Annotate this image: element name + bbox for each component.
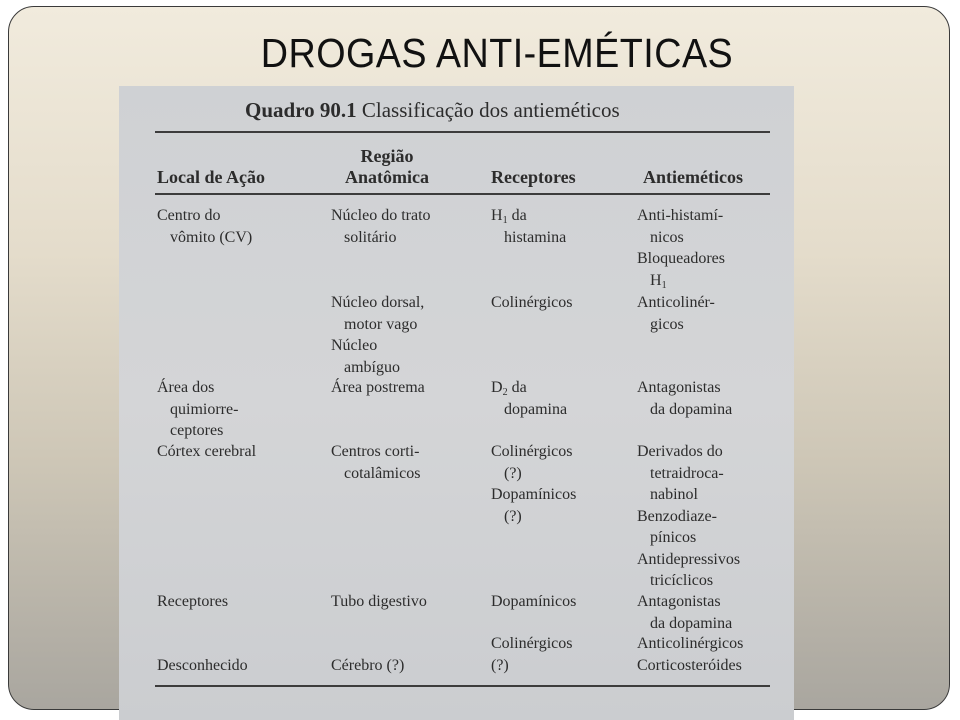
text-line: Antagonistas	[637, 593, 721, 610]
top-rule	[155, 131, 770, 133]
text-line: solitário	[344, 228, 397, 246]
text-line: (?)	[504, 464, 522, 482]
text-part: H	[491, 207, 503, 224]
text-line: Colinérgicos	[491, 635, 573, 652]
table-caption-text: Classificação dos antieméticos	[356, 98, 620, 122]
text-line: da dopamina	[650, 400, 733, 418]
cell-anti-desconhecido	[637, 633, 743, 676]
cell-regiao-cv-a	[331, 205, 431, 248]
cell-local-cortex: Córtex cerebral	[157, 443, 257, 460]
text-part: da	[507, 207, 527, 224]
cell-receptor-desconhecido	[491, 633, 572, 676]
cell-anti-cv-a	[637, 205, 725, 291]
text-line: da dopamina	[650, 614, 733, 632]
text-line: Antagonistas	[637, 379, 721, 396]
header-regiao-line2: Anatômica	[345, 167, 429, 187]
subscript: 1	[502, 215, 508, 226]
cell-receptor-cv-a	[491, 205, 566, 248]
cell-regiao-desconhecido: Cérebro (?)	[331, 657, 405, 674]
text-line: Bloqueadores	[637, 250, 725, 267]
text-line: Derivados do	[637, 443, 723, 460]
text-line: nabinol	[650, 486, 698, 503]
subscript: 2	[502, 387, 508, 398]
cell-anti-receptores	[637, 591, 732, 634]
text-line: (?)	[504, 507, 522, 525]
text-line: Centros corti-	[331, 443, 420, 460]
cell-receptor-cortex	[491, 441, 576, 527]
text-line: vômito (CV)	[170, 228, 253, 246]
text-line: Núcleo dorsal,	[331, 294, 425, 311]
header-receptores: Receptores	[491, 167, 576, 187]
text-line: Núcleo do trato	[331, 207, 431, 224]
text-line: Anticolinérgicos	[637, 635, 744, 652]
header-regiao-line1: Região	[360, 146, 414, 166]
text-line	[491, 205, 566, 227]
table-scan	[119, 86, 794, 720]
text-line: nicos	[650, 228, 684, 246]
text-line: Antidepressivos	[637, 550, 741, 568]
cell-regiao-cortex	[331, 441, 420, 484]
text-line: Anti-histamí-	[637, 207, 724, 224]
text-part: H	[650, 271, 662, 289]
text-line: Núcleo	[331, 337, 378, 354]
text-line: cotalâmicos	[344, 464, 421, 482]
cell-anti-cv-b	[637, 292, 715, 335]
header-regiao-anatomica	[325, 146, 449, 188]
header-local-de-acao: Local de Ação	[157, 167, 265, 187]
header-antiemeticos: Antieméticos	[643, 167, 743, 187]
cell-receptor-quimio	[491, 377, 567, 420]
text-line: quimiorre-	[170, 400, 239, 418]
text-line: (?)	[491, 656, 509, 674]
bottom-rule	[155, 685, 770, 687]
text-line: Dopamínicos	[491, 486, 577, 503]
cell-local-quimio	[157, 377, 238, 442]
cell-local-receptores: Receptores	[157, 593, 229, 610]
text-line: ambíguo	[344, 358, 400, 376]
text-line: dopamina	[504, 400, 568, 418]
text-line: Anticolinér-	[637, 294, 715, 311]
text-line: Benzodiaze-	[637, 507, 717, 525]
text-line: histamina	[504, 228, 567, 246]
cell-regiao-quimio: Área postrema	[331, 379, 425, 396]
table-caption-number: Quadro 90.1	[245, 98, 357, 122]
text-line: motor vago	[344, 315, 418, 333]
cell-local-desconhecido: Desconhecido	[157, 657, 248, 674]
table-caption	[245, 98, 620, 123]
header-rule	[155, 193, 770, 195]
text-line: Corticosteróides	[637, 656, 742, 674]
text-line: ceptores	[170, 422, 224, 439]
cell-receptor-cv-b: Colinérgicos	[491, 294, 573, 311]
text-line: gicos	[650, 315, 684, 333]
text-line	[637, 270, 725, 292]
text-part: da	[507, 379, 527, 396]
cell-anti-quimio	[637, 377, 732, 420]
slide-title: DROGAS ANTI-EMÉTICAS	[260, 30, 734, 76]
text-line: tetraidroca-	[650, 464, 724, 482]
text-line: Colinérgicos	[491, 443, 573, 460]
cell-local-cv	[157, 205, 252, 248]
text-line: pínicos	[650, 529, 697, 546]
text-part: D	[491, 379, 503, 396]
text-line	[491, 377, 567, 399]
subscript: 1	[661, 279, 667, 291]
text-line: Centro do	[157, 207, 221, 224]
cell-regiao-cv-b	[331, 292, 424, 378]
cell-anti-cortex	[637, 441, 740, 592]
cell-regiao-receptores: Tubo digestivo	[331, 593, 427, 610]
text-line: Área dos	[157, 379, 215, 396]
text-line: tricíclicos	[650, 572, 714, 589]
cell-receptor-receptores: Dopamínicos	[491, 593, 577, 610]
